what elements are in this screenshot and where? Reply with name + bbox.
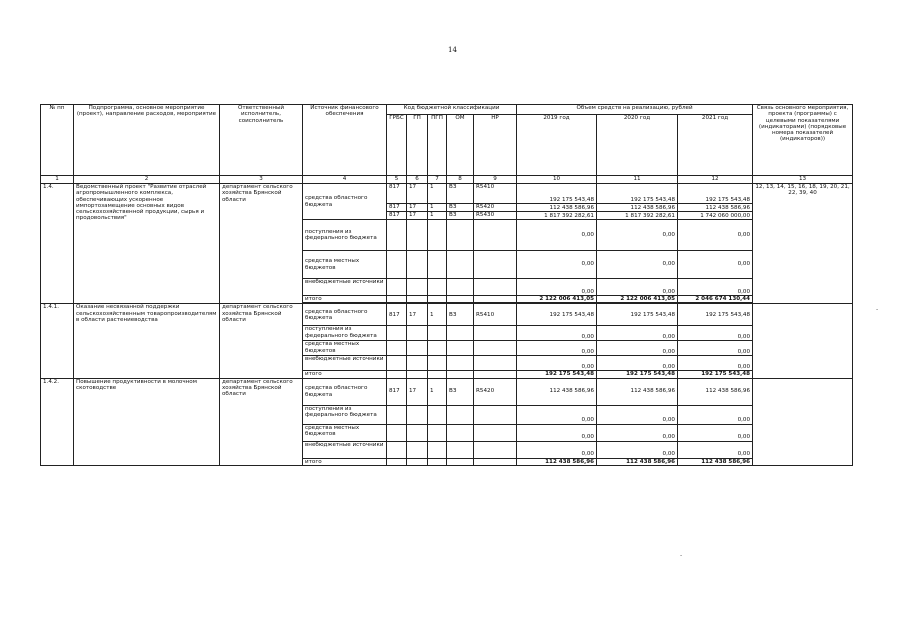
header-gp: ГП [407, 115, 428, 176]
code-pgp: 1 [428, 184, 447, 204]
amount-2019: 0,00 [517, 326, 597, 341]
total-label: итого [303, 371, 387, 378]
column-number: 6 [407, 176, 428, 184]
code-om: ВЗ [447, 212, 474, 220]
amount-2020: 0,00 [597, 405, 678, 424]
amount-2021: 112 438 586,96 [678, 204, 753, 212]
funding-source: средства областного бюджета [303, 184, 387, 220]
amount-2019: 112 438 586,96 [517, 204, 597, 212]
header-source: Источник финансового обеспечения [303, 105, 387, 176]
column-number: 2 [74, 176, 220, 184]
funding-source: поступления из федерального бюджета [303, 405, 387, 424]
code-grbs: 817 [387, 184, 407, 204]
scan-mark: - [680, 552, 683, 559]
indicator-numbers [753, 304, 853, 378]
header-year-2020: 2020 год [597, 115, 678, 176]
funding-source: поступления из федерального бюджета [303, 220, 387, 251]
funding-source: внебюджетные источники [303, 441, 387, 458]
amount-2021: 0,00 [678, 356, 753, 371]
column-number: 12 [678, 176, 753, 184]
amount-2019: 0,00 [517, 341, 597, 356]
total-label: итого [303, 296, 387, 303]
column-number: 11 [597, 176, 678, 184]
responsible-executor: департамент сельского хозяйства Брянской области [220, 304, 303, 378]
amount-2021: 0,00 [678, 441, 753, 458]
responsible-executor: департамент сельского хозяйства Брянской области [220, 378, 303, 465]
column-number: 4 [303, 176, 387, 184]
amount-2021: 112 438 586,96 [678, 378, 753, 405]
header-nr: НР [474, 115, 517, 176]
header-om: ОМ [447, 115, 474, 176]
row-number: 1.4.2. [41, 378, 74, 465]
total-2021: 2 046 674 130,44 [678, 296, 753, 303]
column-number: 13 [753, 176, 853, 184]
amount-2021: 0,00 [678, 326, 753, 341]
header-pgp: ПГП [428, 115, 447, 176]
code-nr: R5420 [474, 204, 517, 212]
total-2019: 112 438 586,96 [517, 458, 597, 465]
amount-2020: 192 175 543,48 [597, 184, 678, 204]
amount-2019: 0,00 [517, 251, 597, 279]
code-nr: R5430 [474, 212, 517, 220]
code-om: ВЗ [447, 204, 474, 212]
column-number: 1 [41, 176, 74, 184]
total-2021: 192 175 543,48 [678, 371, 753, 378]
amount-2021: 0,00 [678, 424, 753, 441]
column-number: 10 [517, 176, 597, 184]
scan-mark: - [876, 306, 879, 313]
code-om: ВЗ [447, 378, 474, 405]
funding-source: средства областного бюджета [303, 378, 387, 405]
code-grbs: 817 [387, 204, 407, 212]
funding-source: средства областного бюджета [303, 304, 387, 326]
amount-2019: 192 175 543,48 [517, 184, 597, 204]
funding-source: средства местных бюджетов [303, 341, 387, 356]
code-nr: R5420 [474, 378, 517, 405]
measure-name: Ведомственный проект "Развитие отраслей агропромышленного комплекса, обеспечивающих ускоренное импортозамещение основных видов сельскохозяйственной продукции, сырья и продовольствия" [74, 184, 220, 304]
section-1-4 [41, 184, 853, 304]
total-label: итого [303, 458, 387, 465]
funding-source: поступления из федерального бюджета [303, 326, 387, 341]
code-grbs: 817 [387, 378, 407, 405]
code-pgp: 1 [428, 204, 447, 212]
amount-2019: 192 175 543,48 [517, 304, 597, 326]
code-om: ВЗ [447, 184, 474, 204]
amount-2020: 0,00 [597, 279, 678, 296]
code-gp: 17 [407, 204, 428, 212]
code-grbs: 817 [387, 304, 407, 326]
code-pgp: 1 [428, 212, 447, 220]
header-name: Подпрограмма, основное мероприятие (проект), направление расходов, мероприятие [74, 105, 220, 176]
amount-2020: 0,00 [597, 441, 678, 458]
code-nr: R5410 [474, 304, 517, 326]
amount-2019: 112 438 586,96 [517, 378, 597, 405]
page-number: 14 [448, 46, 457, 54]
section-1-4-2 [41, 378, 853, 465]
amount-2020: 0,00 [597, 326, 678, 341]
header-year-2019: 2019 год [517, 115, 597, 176]
amount-2020: 0,00 [597, 356, 678, 371]
code-pgp: 1 [428, 304, 447, 326]
total-2020: 112 438 586,96 [597, 458, 678, 465]
code-gp: 17 [407, 212, 428, 220]
column-number: 8 [447, 176, 474, 184]
amount-2019: 0,00 [517, 220, 597, 251]
code-nr: R5410 [474, 184, 517, 204]
amount-2020: 192 175 543,48 [597, 304, 678, 326]
amount-2019: 1 817 392 282,61 [517, 212, 597, 220]
table-row [41, 184, 853, 204]
responsible-executor: департамент сельского хозяйства Брянской области [220, 184, 303, 304]
total-2019: 192 175 543,48 [517, 371, 597, 378]
header-indicators: Связь основного мероприятия, проекта (программы) с целевыми показателями (индикаторами) (порядковые номера показателей (индикаторов)) [753, 105, 853, 176]
header-grbs: ГРБС [387, 115, 407, 176]
funding-source: средства местных бюджетов [303, 424, 387, 441]
indicator-numbers [753, 378, 853, 465]
header-budget-code: Код бюджетной классификации [387, 105, 517, 115]
header-year-2021: 2021 год [678, 115, 753, 176]
column-numbers-row [41, 176, 853, 184]
code-om: ВЗ [447, 304, 474, 326]
column-number: 9 [474, 176, 517, 184]
column-number: 5 [387, 176, 407, 184]
table-row [41, 304, 853, 326]
measure-name: Оказание несвязанной поддержки сельскохозяйственным товаропроизводителям в области растениеводства [74, 304, 220, 378]
amount-2020: 112 438 586,96 [597, 204, 678, 212]
header-responsible: Ответственный исполнитель, соисполнитель [220, 105, 303, 176]
amount-2019: 0,00 [517, 356, 597, 371]
row-number: 1.4. [41, 184, 74, 304]
amount-2021: 0,00 [678, 279, 753, 296]
amount-2021: 0,00 [678, 220, 753, 251]
amount-2020: 1 817 392 282,61 [597, 212, 678, 220]
amount-2021: 1 742 060 000,00 [678, 212, 753, 220]
amount-2019: 0,00 [517, 405, 597, 424]
total-2020: 192 175 543,48 [597, 371, 678, 378]
header-num: № пп [41, 105, 74, 176]
funding-source: внебюджетные источники [303, 279, 387, 296]
code-pgp: 1 [428, 378, 447, 405]
section-1-4-1 [41, 304, 853, 378]
amount-2020: 0,00 [597, 220, 678, 251]
code-gp: 17 [407, 184, 428, 204]
amount-2019: 0,00 [517, 279, 597, 296]
total-2019: 2 122 006 413,05 [517, 296, 597, 303]
amount-2020: 112 438 586,96 [597, 378, 678, 405]
code-gp: 17 [407, 304, 428, 326]
header-volume: Объем средств на реализацию, рублей [517, 105, 753, 115]
amount-2019: 0,00 [517, 441, 597, 458]
table-row [41, 378, 853, 405]
amount-2021: 192 175 543,48 [678, 304, 753, 326]
funding-source: средства местных бюджетов [303, 251, 387, 279]
funding-source: внебюджетные источники [303, 356, 387, 371]
row-number: 1.4.1. [41, 304, 74, 378]
total-2020: 2 122 006 413,05 [597, 296, 678, 303]
amount-2019: 0,00 [517, 424, 597, 441]
amount-2021: 0,00 [678, 341, 753, 356]
measure-name: Повышение продуктивности в молочном скотоводстве [74, 378, 220, 465]
amount-2021: 0,00 [678, 405, 753, 424]
code-grbs: 817 [387, 212, 407, 220]
amount-2020: 0,00 [597, 251, 678, 279]
amount-2020: 0,00 [597, 341, 678, 356]
budget-table [40, 104, 853, 466]
code-gp: 17 [407, 378, 428, 405]
indicator-numbers: 12, 13, 14, 15, 16, 18, 19, 20, 21, 22, 39, 40 [753, 184, 853, 304]
column-number: 7 [428, 176, 447, 184]
table-header [41, 105, 853, 184]
total-2021: 112 438 586,96 [678, 458, 753, 465]
amount-2021: 192 175 543,48 [678, 184, 753, 204]
amount-2021: 0,00 [678, 251, 753, 279]
amount-2020: 0,00 [597, 424, 678, 441]
column-number: 3 [220, 176, 303, 184]
